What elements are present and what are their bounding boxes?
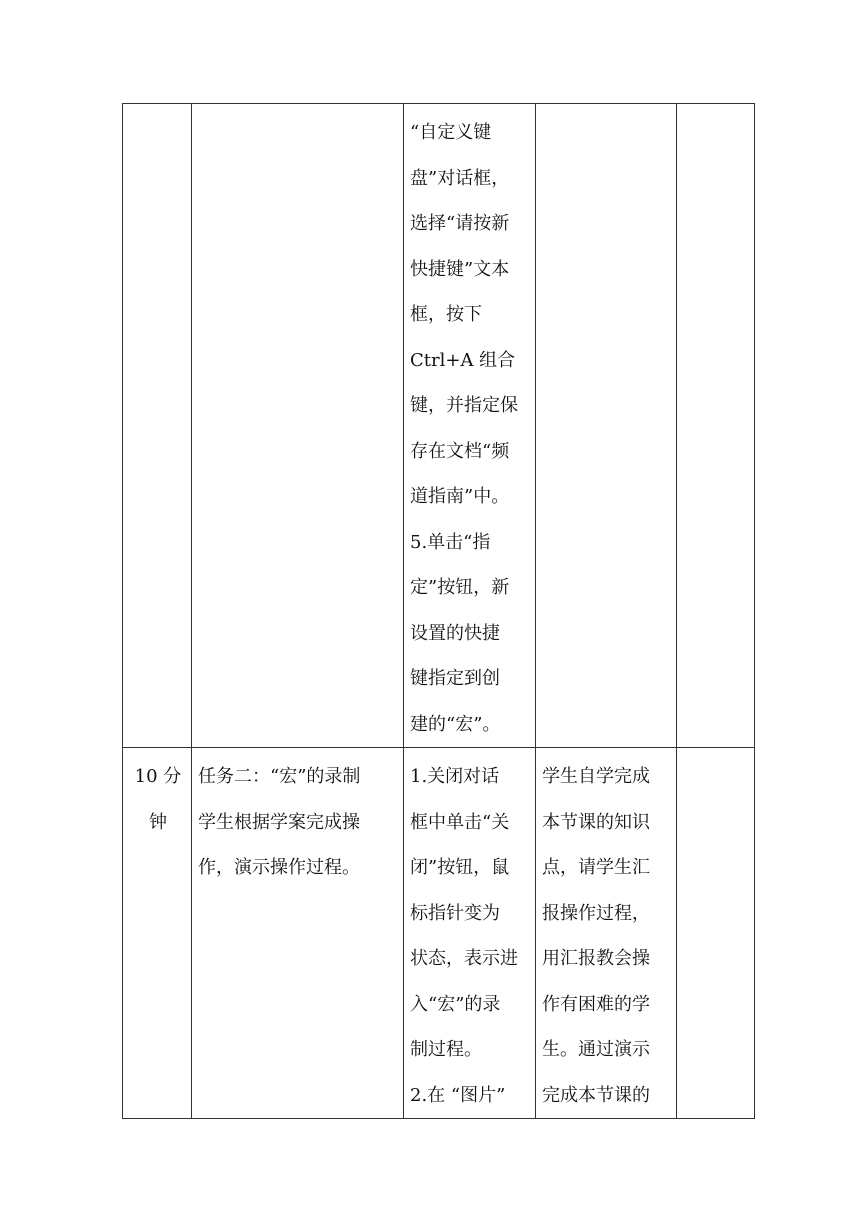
text-line: 快捷键”文本 — [410, 258, 510, 280]
text-line: 2.在 “图片” — [410, 1084, 506, 1106]
task-cell — [192, 748, 404, 1119]
text-line: 键，并指定保 — [410, 395, 518, 416]
task-text — [192, 748, 403, 891]
text-line: 闭”按钮，鼠 — [410, 857, 510, 878]
text-line: 入“宏”的录 — [410, 993, 501, 1015]
text-line: 任务二：“宏”的录制 — [198, 766, 361, 787]
task-cell — [192, 104, 404, 748]
time-cell — [123, 748, 192, 1119]
text-line: 点，请学生汇 — [542, 857, 650, 878]
text-line: 道指南”中。 — [410, 486, 510, 507]
text-line: 生。通过演示 — [542, 1039, 650, 1060]
steps-text — [404, 104, 535, 747]
text-line: 完成本节课的 — [542, 1084, 650, 1106]
text-line: 存在文档“频 — [410, 440, 510, 462]
text-line: 制过程。 — [410, 1039, 482, 1060]
text-line: 设置的快捷 — [410, 622, 500, 644]
notes-cell — [677, 104, 755, 748]
steps-cell — [404, 104, 536, 748]
text-line: 作，演示操作过程。 — [198, 857, 360, 878]
notes-cell — [677, 748, 755, 1119]
time-cell — [123, 104, 192, 748]
steps-text — [404, 748, 535, 1118]
text-line: 作有困难的学 — [542, 993, 650, 1015]
text-line: 框中单击“关 — [410, 811, 510, 833]
table-row — [123, 104, 755, 748]
text-line: 选择“请按新 — [410, 213, 510, 234]
method-cell — [536, 748, 677, 1119]
steps-cell — [404, 748, 536, 1119]
text-line: 状态，表示进 — [410, 948, 518, 969]
text-line: 钟 — [149, 811, 167, 833]
text-line: 用汇报教会操 — [542, 948, 650, 969]
table-row — [123, 748, 755, 1119]
text-line: Ctrl+A 组合 — [410, 349, 516, 371]
text-line: 10 分 — [134, 766, 182, 787]
text-line: 报操作过程， — [542, 902, 650, 924]
text-line: “自定义键 — [410, 122, 492, 143]
text-line: 建的“宏”。 — [410, 713, 501, 735]
text-line: 1.关闭对话 — [410, 766, 500, 787]
text-line: 键指定到创 — [410, 668, 500, 689]
lesson-plan-table — [122, 103, 755, 1119]
text-line: 5.单击“指 — [410, 531, 491, 553]
text-line: 框，按下 — [410, 304, 482, 325]
text-line: 标指针变为 — [410, 902, 500, 924]
text-line: 本节课的知识 — [542, 811, 650, 833]
method-cell — [536, 104, 677, 748]
time-text — [123, 748, 191, 845]
text-line: 学生自学完成 — [542, 766, 650, 787]
text-line: 定”按钮，新 — [410, 577, 510, 598]
method-text — [536, 748, 676, 1118]
text-line: 学生根据学案完成操 — [198, 811, 360, 833]
text-line: 盘”对话框， — [410, 167, 510, 189]
